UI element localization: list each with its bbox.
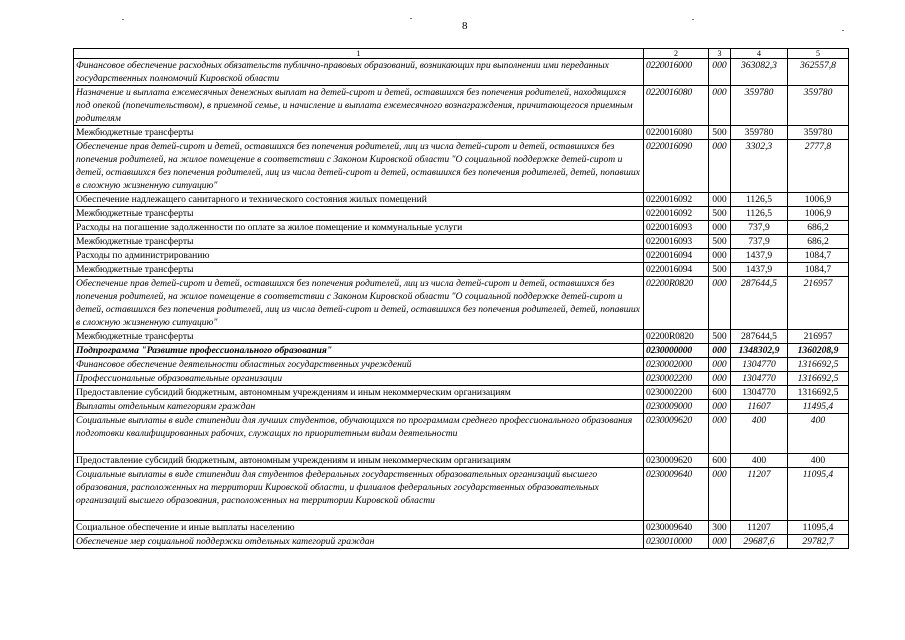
table-row — [74, 249, 849, 263]
row-type-cell: 600 — [709, 386, 731, 400]
table-row — [74, 263, 849, 277]
row-value-1-cell: 1304770 — [731, 358, 788, 372]
row-name-cell: Профессиональные образовательные организации — [74, 372, 644, 386]
row-name-cell: Назначение и выплата ежемесячных денежных выплат на детей-сирот и детей, оставшихся без попечения родителей, находящихся под опекой (попечительством), в приемной семье, и начисление и выплата ежемесячного вознаграждения, причитающегося приемным родителям — [74, 86, 644, 126]
page-number: 8 — [462, 20, 468, 32]
row-name-cell: Межбюджетные трансферты — [74, 263, 644, 277]
table-row — [74, 535, 849, 549]
header-col-4: 4 — [731, 49, 788, 59]
row-value-1-cell: 359780 — [731, 126, 788, 140]
scan-speck — [842, 30, 844, 31]
row-value-1-cell: 363082,3 — [731, 59, 788, 86]
row-value-1-cell: 11207 — [731, 521, 788, 535]
row-type-cell: 000 — [709, 86, 731, 126]
row-type-cell: 500 — [709, 330, 731, 344]
row-type-cell: 000 — [709, 140, 731, 193]
row-name-cell: Социальные выплаты в виде стипендии для студентов федеральных государственных образовательных организаций высшего образования, расположенных на территории Кировской области, и филиалов федеральных государственных образовательных организаций высшего образования, расположенных на территории Кировской области — [74, 468, 644, 521]
row-type-cell: 500 — [709, 207, 731, 221]
row-value-1-cell: 29687,6 — [731, 535, 788, 549]
row-name-cell: Предоставление субсидий бюджетным, автономным учреждениям и иным некоммерческим организациям — [74, 386, 644, 400]
header-col-1: 1 — [74, 49, 644, 59]
row-code-cell: 0230009000 — [644, 400, 709, 414]
row-type-cell: 000 — [709, 535, 731, 549]
row-value-1-cell: 400 — [731, 454, 788, 468]
row-code-cell: 0220016094 — [644, 263, 709, 277]
row-value-2-cell: 686,2 — [788, 221, 849, 235]
row-value-1-cell: 1126,5 — [731, 207, 788, 221]
row-value-1-cell: 287644,5 — [731, 277, 788, 330]
row-type-cell: 000 — [709, 372, 731, 386]
row-name-cell: Финансовое обеспечение деятельности областных государственных учреждений — [74, 358, 644, 372]
table-row — [74, 59, 849, 86]
row-value-2-cell: 2777,8 — [788, 140, 849, 193]
table-body — [74, 59, 849, 549]
table-header-row — [74, 49, 849, 59]
table-row — [74, 207, 849, 221]
row-code-cell: 0230002200 — [644, 372, 709, 386]
row-value-1-cell: 11207 — [731, 468, 788, 521]
row-code-cell: 0220016093 — [644, 221, 709, 235]
table-row — [74, 521, 849, 535]
row-value-1-cell: 1437,9 — [731, 263, 788, 277]
row-value-2-cell: 1316692,5 — [788, 372, 849, 386]
row-value-2-cell: 1316692,5 — [788, 386, 849, 400]
row-name-cell: Расходы на погашение задолженности по оплате за жилое помещение и коммунальные услуги — [74, 221, 644, 235]
row-value-1-cell: 1304770 — [731, 372, 788, 386]
row-value-1-cell: 359780 — [731, 86, 788, 126]
header-col-5: 5 — [788, 49, 849, 59]
row-name-cell: Выплаты отдельным категориям граждан — [74, 400, 644, 414]
row-name-cell: Межбюджетные трансферты — [74, 207, 644, 221]
table-row — [74, 386, 849, 400]
table-row — [74, 330, 849, 344]
row-value-2-cell: 216957 — [788, 277, 849, 330]
table-row — [74, 400, 849, 414]
row-code-cell: 02200R0820 — [644, 277, 709, 330]
row-code-cell: 0220016080 — [644, 86, 709, 126]
table-row — [74, 235, 849, 249]
row-type-cell: 300 — [709, 521, 731, 535]
row-name-cell: Расходы по администрированию — [74, 249, 644, 263]
row-name-cell: Социальное обеспечение и иные выплаты населению — [74, 521, 644, 535]
row-value-2-cell: 1316692,5 — [788, 358, 849, 372]
row-value-2-cell: 400 — [788, 414, 849, 454]
row-type-cell: 500 — [709, 235, 731, 249]
row-value-2-cell: 11095,4 — [788, 521, 849, 535]
row-value-1-cell: 1348302,9 — [731, 344, 788, 358]
row-code-cell: 0220016092 — [644, 207, 709, 221]
row-type-cell: 000 — [709, 59, 731, 86]
row-code-cell: 0220016090 — [644, 140, 709, 193]
row-type-cell: 000 — [709, 358, 731, 372]
row-code-cell: 0230009620 — [644, 414, 709, 454]
row-type-cell: 000 — [709, 400, 731, 414]
table-row — [74, 468, 849, 521]
row-name-cell: Финансовое обеспечение расходных обязательств публично-правовых образований, возникающих при выполнении ими переданных государственных полномочий Кировской области — [74, 59, 644, 86]
row-value-2-cell: 29782,7 — [788, 535, 849, 549]
row-code-cell: 0220016093 — [644, 235, 709, 249]
row-value-1-cell: 737,9 — [731, 221, 788, 235]
scan-speck — [410, 18, 412, 19]
table-row — [74, 193, 849, 207]
header-col-2: 2 — [644, 49, 709, 59]
row-value-2-cell: 216957 — [788, 330, 849, 344]
row-type-cell: 000 — [709, 249, 731, 263]
row-value-2-cell: 11095,4 — [788, 468, 849, 521]
row-value-1-cell: 1126,5 — [731, 193, 788, 207]
row-value-2-cell: 1084,7 — [788, 249, 849, 263]
table-row — [74, 140, 849, 193]
scan-speck — [692, 19, 694, 20]
row-name-cell: Межбюджетные трансферты — [74, 126, 644, 140]
scan-speck — [122, 19, 124, 20]
row-name-cell: Подпрограмма "Развитие профессионального образования" — [74, 344, 644, 358]
table-row — [74, 344, 849, 358]
table-row — [74, 277, 849, 330]
row-type-cell: 000 — [709, 221, 731, 235]
table-row — [74, 414, 849, 454]
row-value-1-cell: 737,9 — [731, 235, 788, 249]
row-name-cell: Обеспечение надлежащего санитарного и технического состояния жилых помещений — [74, 193, 644, 207]
table-row — [74, 372, 849, 386]
row-value-2-cell: 359780 — [788, 126, 849, 140]
row-code-cell: 0220016080 — [644, 126, 709, 140]
row-value-2-cell: 1360208,9 — [788, 344, 849, 358]
row-type-cell: 000 — [709, 414, 731, 454]
row-value-1-cell: 3302,3 — [731, 140, 788, 193]
header-col-3: 3 — [709, 49, 731, 59]
row-code-cell: 0230002200 — [644, 386, 709, 400]
row-code-cell: 0220016094 — [644, 249, 709, 263]
row-name-cell: Обеспечение мер социальной поддержки отдельных категорий граждан — [74, 535, 644, 549]
row-name-cell: Межбюджетные трансферты — [74, 235, 644, 249]
row-code-cell: 0230009640 — [644, 521, 709, 535]
row-type-cell: 600 — [709, 454, 731, 468]
row-value-1-cell: 1304770 — [731, 386, 788, 400]
row-code-cell: 0230009640 — [644, 468, 709, 521]
row-value-2-cell: 1006,9 — [788, 207, 849, 221]
table-row — [74, 86, 849, 126]
row-type-cell: 000 — [709, 344, 731, 358]
row-value-2-cell: 400 — [788, 454, 849, 468]
row-value-2-cell: 1006,9 — [788, 193, 849, 207]
row-value-2-cell: 686,2 — [788, 235, 849, 249]
row-value-1-cell: 400 — [731, 414, 788, 454]
table-row — [74, 358, 849, 372]
row-value-2-cell: 1084,7 — [788, 263, 849, 277]
row-name-cell: Обеспечение прав детей-сирот и детей, оставшихся без попечения родителей, лиц из числа детей-сирот и детей, оставшихся без попечения родителей, на жилое помещение в соответствии с Законом Кировской области "О социальной поддержке детей-сирот и детей, оставшихся без попечения родителей, лиц из числа детей-сирот и детей, оставшихся без попечения родителей, детей, попавших в сложную жизненную ситуацию" — [74, 277, 644, 330]
row-name-cell: Предоставление субсидий бюджетным, автономным учреждениям и иным некоммерческим организациям — [74, 454, 644, 468]
row-name-cell: Социальные выплаты в виде стипендии для лучших студентов, обучающихся по программам среднего профессионального образования подготовки квалифицированных рабочих, служащих по приоритетным видам деятельности — [74, 414, 644, 454]
row-value-1-cell: 11607 — [731, 400, 788, 414]
row-value-1-cell: 287644,5 — [731, 330, 788, 344]
row-code-cell: 0230002000 — [644, 358, 709, 372]
row-value-2-cell: 359780 — [788, 86, 849, 126]
table-row — [74, 126, 849, 140]
row-type-cell: 000 — [709, 277, 731, 330]
row-value-2-cell: 362557,8 — [788, 59, 849, 86]
row-code-cell: 0230000000 — [644, 344, 709, 358]
row-code-cell: 0230010000 — [644, 535, 709, 549]
row-value-1-cell: 1437,9 — [731, 249, 788, 263]
row-type-cell: 000 — [709, 468, 731, 521]
row-type-cell: 000 — [709, 193, 731, 207]
row-name-cell: Межбюджетные трансферты — [74, 330, 644, 344]
row-code-cell: 0230009620 — [644, 454, 709, 468]
row-type-cell: 500 — [709, 263, 731, 277]
table-row — [74, 221, 849, 235]
table-row — [74, 454, 849, 468]
row-code-cell: 0220016000 — [644, 59, 709, 86]
row-value-2-cell: 11495,4 — [788, 400, 849, 414]
row-code-cell: 0220016092 — [644, 193, 709, 207]
budget-table — [73, 48, 849, 549]
row-type-cell: 500 — [709, 126, 731, 140]
row-name-cell: Обеспечение прав детей-сирот и детей, оставшихся без попечения родителей, лиц из числа детей-сирот и детей, оставшихся без попечения родителей, на жилое помещение в соответствии с Законом Кировской области "О социальной поддержке детей-сирот и детей, оставшихся без попечения родителей, лиц из числа детей-сирот и детей, оставшихся без попечения родителей, детей, попавших в сложную жизненную ситуацию" — [74, 140, 644, 193]
row-code-cell: 02200R0820 — [644, 330, 709, 344]
